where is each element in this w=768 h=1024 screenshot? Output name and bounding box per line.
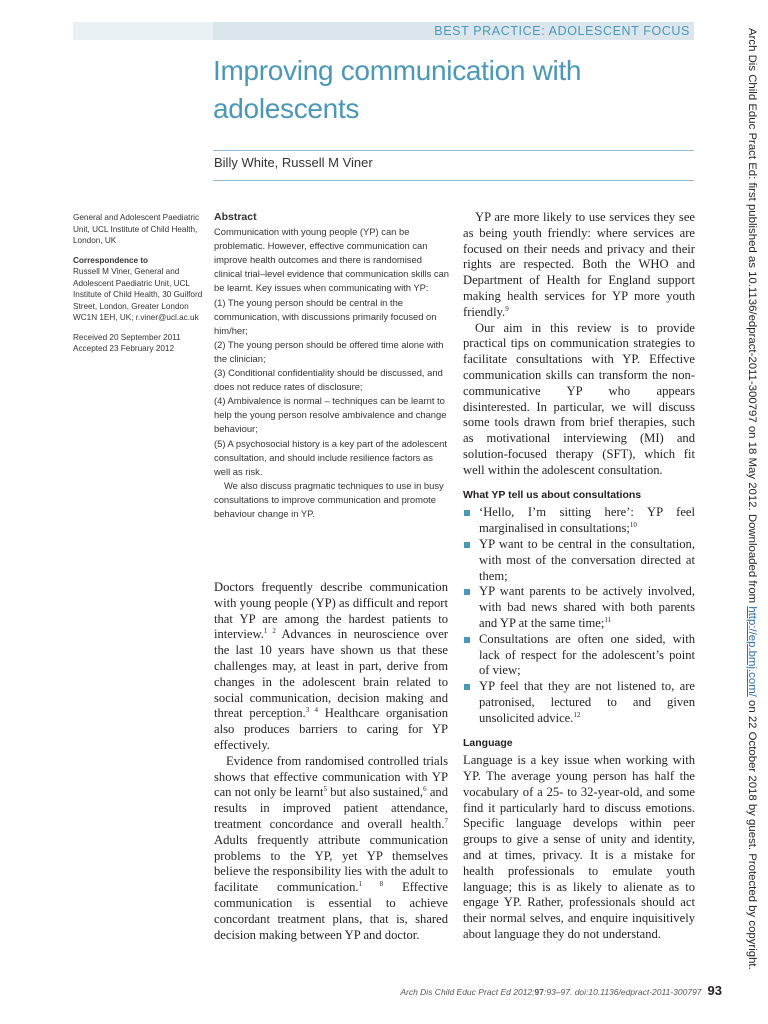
- list-item: YP want to be central in the consultation, with most of the conversation directed at them;: [463, 537, 695, 584]
- body-paragraph: Evidence from randomised controlled trials shows that effective communication with YP can not only be learnt$^5$ but also sustained,$^6$ and results in improved patient attendance, treatment concordance and overall health.$^7$ Adults frequently attribute communication problems to the YP, yet YP themselves believe the responsibility lies with the adult to facilitate communication.$^{1 8}$ Effective communication is essential to achieve concordant treatment plans, that is, shared decision making between YP and doctor.: [214, 753, 448, 942]
- section-banner: BEST PRACTICE: ADOLESCENT FOCUS: [213, 22, 694, 40]
- list-item: Consultations are often one sided, with lack of respect for the adolescent’s point of view;: [463, 632, 695, 679]
- bullet-list: [463, 505, 695, 726]
- title-divider: [213, 150, 694, 151]
- list-item: ‘Hello, I’m sitting here’: YP feel marginalised in consultations;$^{10}$: [463, 505, 695, 537]
- list-item: YP want parents to be actively involved, with bad news shared with both parents and YP at the same time;$^{11}$: [463, 584, 695, 631]
- abstract-heading: Abstract: [214, 211, 257, 223]
- body-paragraph: Language is a key issue when working with YP. The average young person has half the vocabulary of a 25- to 32-year-old, and some find it particularly hard to discuss emotions. Specific language develops within peer groups to give a sense of unity and identity, and at times, privacy. It is a mistake for health professionals to emulate youth language; this is as likely to alienate as to engage YP. Rather, professionals should act their normal selves, and enquire inquisitively about language they do not understand.: [463, 753, 695, 942]
- abstract-closing: We also discuss pragmatic techniques to use in busy consultations to improve communication and promote behaviour change in YP.: [214, 479, 444, 519]
- article-authors: Billy White, Russell M Viner: [214, 155, 373, 170]
- journal-link[interactable]: http://ep.bmj.com/: [746, 606, 758, 697]
- list-item: YP feel that they are not listened to, are patronised, lectured to and given unsolicited advice.$^{12}$: [463, 679, 695, 726]
- correspondence-heading: Correspondence to: [73, 255, 149, 265]
- page-footer: [400, 983, 722, 998]
- download-notice: Arch Dis Child Educ Pract Ed: first published as 10.1136/edpract-2011-300797 on 18 May 2012. Downloaded from http://ep.bmj.com/ on 22 October 2018 by guest. Protected by copyright.: [746, 28, 758, 970]
- abstract-point: (1) The young person should be central in the communication, with discussions primarily focused on him/her;: [214, 296, 437, 336]
- page-number: 93: [707, 983, 722, 998]
- article-sidebar: [73, 212, 203, 355]
- received-date: Received 20 September 2011: [73, 332, 181, 342]
- correspondence-address: Russell M Viner, General and Adolescent Paediatric Unit, UCL Institute of Child Health, 30 Guilford Street, London, Greater London WC1N 1EH, UK; r.viner@ucl.ac.uk: [73, 267, 203, 322]
- authors-divider: [213, 180, 694, 181]
- section-heading: What YP tell us about consultations: [463, 488, 642, 501]
- body-column-right: [463, 210, 695, 943]
- article-title: Improving communication with adolescents: [213, 55, 582, 124]
- citation: Arch Dis Child Educ Pract Ed 2012;97:93–97. doi:10.1136/edpract-2011-300797: [400, 987, 702, 997]
- section-heading: Language: [463, 736, 513, 749]
- abstract-point: (4) Ambivalence is normal – techniques can be learnt to help the young person resolve ambivalence and change behaviour;: [214, 395, 447, 435]
- body-paragraph: YP are more likely to use services they see as being youth friendly: where services are focused on their needs and privacy and their rights are respected. Both the WHO and Department of Health for England support making health services for YP more youth friendly.$^9$: [463, 210, 695, 319]
- abstract-intro: Communication with young people (YP) can be problematic. However, effective communication can improve health outcomes and there is randomised clinical trial–level evidence that communication skills can be learnt. Key issues when communicating with YP:: [214, 226, 450, 294]
- abstract-point: (2) The young person should be offered time alone with the clinician;: [214, 338, 444, 364]
- abstract-point: (3) Conditional confidentiality should be discussed, and does not reduce rates of disclosure;: [214, 367, 443, 393]
- body-column-left: [214, 580, 448, 943]
- header-left-band: [73, 22, 213, 40]
- accepted-date: Accepted 23 February 2012: [73, 344, 175, 353]
- abstract-point: (5) A psychosocial history is a key part of the adolescent consultation, and should include resilience factors as well as risk.: [214, 437, 447, 477]
- body-paragraph: Doctors frequently describe communication with young people (YP) as difficult and report that YP are among the hardest patients to interview.$^{1 2}$ Advances in neuroscience over the last 10 years have shown us that these challenges may, at least in part, derive from changes in the adolescent brain related to social communication, decision making and threat perception.$^{3 4}$ Healthcare organisation also produces barriers to caring for YP effectively.: [214, 580, 449, 752]
- abstract: [214, 210, 450, 521]
- body-paragraph: Our aim in this review is to provide practical tips on communication strategies to facilitate consultations with YP. Effective communication skills can transform the non-communicative YP who appears disinterested. In particular, we will discuss some tools drawn from brief therapies, such as motivational interviewing (MI) and solution-focused therapy (SFT), which fit well within the adolescent consultation.: [463, 320, 695, 477]
- affiliation: General and Adolescent Paediatric Unit, UCL Institute of Child Health, London, UK: [73, 213, 200, 245]
